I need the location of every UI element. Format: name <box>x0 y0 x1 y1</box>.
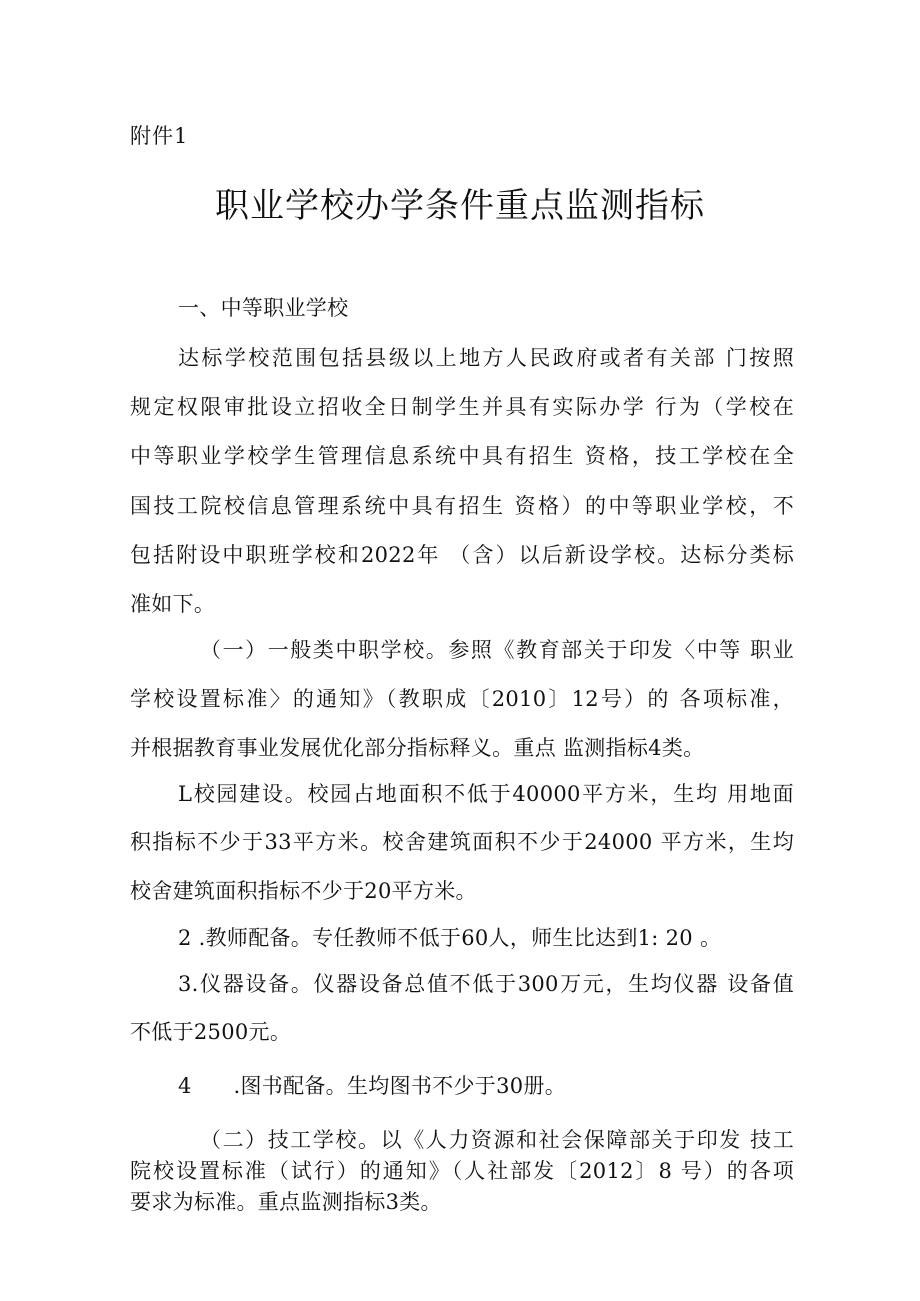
paragraph-line: 准如下。 <box>130 592 216 616</box>
paragraph-line: 不低于2500元。 <box>130 1020 292 1044</box>
paragraph-line: 并根据教育事业发展优化部分指标释义。重点 监测指标4类。 <box>130 736 705 760</box>
paragraph-line: （一）一般类中职学校。参照《教育部关于印发〈中等 职业 <box>200 638 794 662</box>
paragraph-line: L校园建设。校园占地面积不低于40000平方米，生均 用地面 <box>178 782 794 806</box>
paragraph-line: 国技工院校信息管理系统中具有招生 资格）的中等职业学校，不 <box>130 494 794 518</box>
paragraph-line: 达标学校范围包括县级以上地方人民政府或者有关部 门按照 <box>178 346 794 370</box>
paragraph-line: 要求为标准。重点监测指标3类。 <box>130 1190 442 1214</box>
paragraph-line: 校舍建筑面积指标不少于20平方米。 <box>130 879 477 903</box>
section-heading: 一、中等职业学校 <box>178 296 349 320</box>
paragraph-line: 中等职业学校学生管理信息系统中具有招生 资格，技工学校在全 <box>130 444 794 468</box>
paragraph-line: 3.仪器设备。仪器设备总值不低于300万元，生均仪器 设备值 <box>178 972 794 996</box>
page-title: 职业学校办学条件重点监测指标 <box>215 186 705 226</box>
paragraph-line: 2 .教师配备。专任教师不低于60人，师生比达到1: 20 。 <box>178 926 722 950</box>
paragraph-line: 规定权限审批设立招收全日制学生并具有实际办学 行为（学校在 <box>130 395 794 419</box>
paragraph-line: （二）技工学校。以《人力资源和社会保障部关于印发 技工 <box>200 1128 794 1152</box>
paragraph-line: 4 .图书配备。生均图书不少于30册。 <box>178 1074 567 1098</box>
annex-label: 附件1 <box>130 124 189 148</box>
paragraph-line: 包括附设中职班学校和2022年 （含）以后新设学校。达标分类标 <box>130 543 794 567</box>
paragraph-line: 院校设置标准（试行）的通知》（人社部发〔2012〕8 号）的各项 <box>130 1159 794 1183</box>
paragraph-line: 积指标不少于33平方米。校舍建筑面积不少于24000 平方米，生均 <box>130 830 794 854</box>
paragraph-line: 学校设置标准〉的通知》（教职成〔2010〕12号）的 各项标准， <box>130 687 794 711</box>
